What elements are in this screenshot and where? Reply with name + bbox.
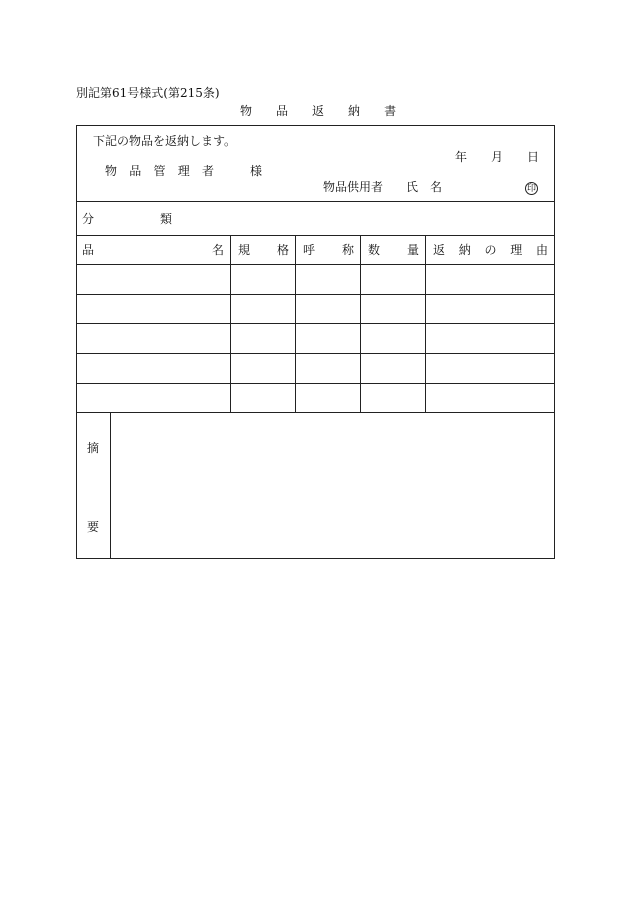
divider — [76, 412, 555, 413]
header-spec — [238, 243, 289, 257]
cell-item-name[interactable] — [80, 272, 226, 292]
cell-reason[interactable] — [429, 331, 551, 351]
manager-char: 品 — [129, 164, 142, 178]
remarks-label-char: 摘 — [87, 441, 100, 455]
header-char: 量 — [406, 243, 419, 257]
cell-spec[interactable] — [234, 272, 291, 292]
header-designation — [303, 243, 354, 257]
column-divider — [230, 235, 231, 412]
seal-char: 印 — [526, 184, 536, 194]
name-label — [406, 180, 442, 194]
divider — [76, 353, 555, 354]
cell-item-name[interactable] — [80, 391, 226, 410]
header-char: 呼 — [303, 243, 316, 257]
day-label: 日 — [526, 150, 539, 164]
name-char: 名 — [429, 180, 442, 194]
cell-quantity[interactable] — [364, 361, 421, 381]
title-char: 書 — [384, 104, 397, 118]
cell-designation[interactable] — [299, 361, 356, 381]
remarks-label-char: 要 — [87, 520, 100, 534]
divider — [76, 294, 555, 295]
cell-item-name[interactable] — [80, 302, 226, 321]
cell-item-name[interactable] — [80, 331, 226, 351]
column-divider — [425, 235, 426, 412]
cell-reason[interactable] — [429, 272, 551, 292]
month-label: 月 — [490, 150, 503, 164]
title-char: 納 — [348, 104, 361, 118]
divider — [76, 264, 555, 265]
cell-quantity[interactable] — [364, 302, 421, 321]
header-char: 納 — [458, 243, 471, 257]
cell-designation[interactable] — [299, 302, 356, 321]
cell-designation[interactable] — [299, 272, 356, 292]
cell-spec[interactable] — [234, 331, 291, 351]
classification-char: 類 — [159, 212, 172, 226]
manager-char: 者 — [201, 164, 214, 178]
header-char: 称 — [341, 243, 354, 257]
column-divider — [360, 235, 361, 412]
header-char: 品 — [82, 243, 95, 257]
divider — [76, 201, 555, 202]
title-char: 品 — [276, 104, 289, 118]
header-char: 規 — [238, 243, 251, 257]
cell-designation[interactable] — [299, 331, 356, 351]
header-char: の — [484, 243, 497, 257]
user-label: 物品供用者 — [323, 180, 384, 194]
header-char: 理 — [510, 243, 523, 257]
cell-reason[interactable] — [429, 361, 551, 381]
cell-spec[interactable] — [234, 361, 291, 381]
classification-label — [82, 212, 172, 226]
cell-quantity[interactable] — [364, 272, 421, 292]
cell-quantity[interactable] — [364, 331, 421, 351]
name-char: 氏 — [406, 180, 419, 194]
remarks-field[interactable] — [116, 418, 550, 552]
title-char: 物 — [240, 104, 253, 118]
divider — [76, 323, 555, 324]
cell-designation[interactable] — [299, 391, 356, 410]
document-title — [240, 104, 396, 118]
header-item-name — [82, 243, 224, 257]
notice-text: 下記の物品を返納します。 — [93, 134, 237, 148]
cell-item-name[interactable] — [80, 361, 226, 381]
cell-reason[interactable] — [429, 302, 551, 321]
cell-quantity[interactable] — [364, 391, 421, 410]
form-label: 別記第61号様式(第215条) — [76, 86, 220, 100]
manager-char: 管 — [153, 164, 166, 178]
header-char: 名 — [211, 243, 224, 257]
cell-reason[interactable] — [429, 391, 551, 410]
manager-char: 物 — [105, 164, 118, 178]
cell-spec[interactable] — [234, 391, 291, 410]
classification-char: 分 — [82, 212, 95, 226]
column-divider — [110, 412, 111, 559]
year-label: 年 — [455, 150, 468, 164]
honorific: 様 — [250, 164, 263, 178]
header-char: 由 — [535, 243, 548, 257]
header-char: 返 — [433, 243, 446, 257]
cell-spec[interactable] — [234, 302, 291, 321]
date-field[interactable] — [455, 150, 539, 164]
divider — [76, 235, 555, 236]
column-divider — [295, 235, 296, 412]
header-reason — [433, 243, 548, 257]
seal-mark-icon — [525, 180, 538, 195]
header-quantity — [368, 243, 419, 257]
manager-label — [105, 164, 214, 178]
header-char: 格 — [276, 243, 289, 257]
manager-char: 理 — [177, 164, 190, 178]
header-char: 数 — [368, 243, 381, 257]
title-char: 返 — [312, 104, 325, 118]
divider — [76, 383, 555, 384]
